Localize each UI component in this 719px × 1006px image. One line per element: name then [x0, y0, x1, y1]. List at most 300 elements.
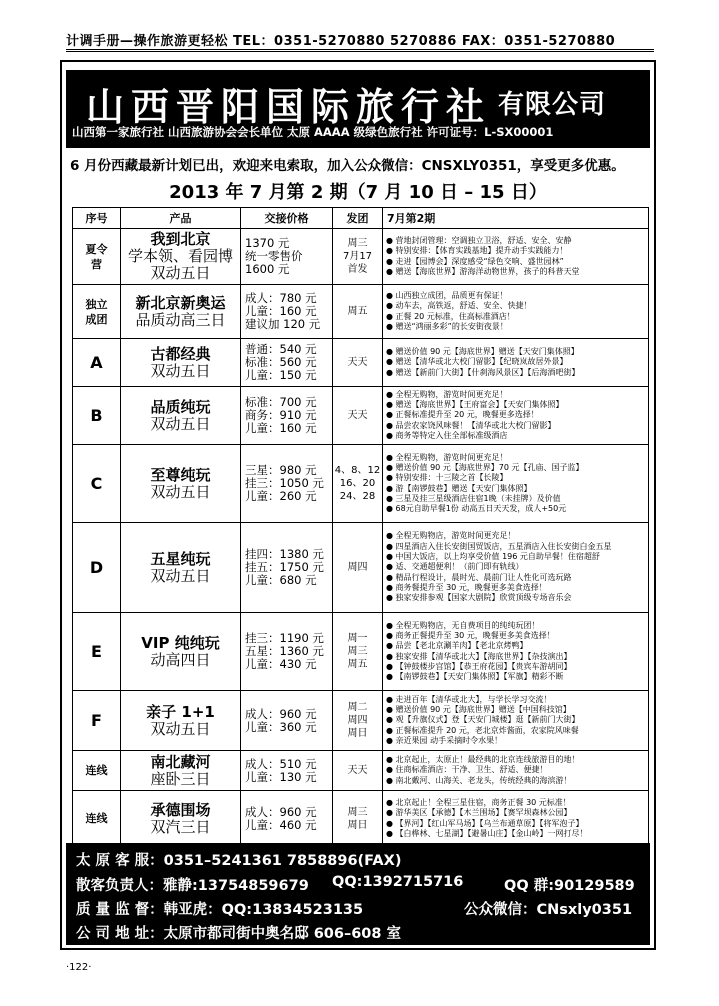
note-text: 全程无购物，游览时间更充足！ [395, 452, 508, 462]
product-line: 双动五日 [150, 482, 211, 501]
note-line [386, 798, 648, 808]
period-title: 2013 年 7 月第 2 期（7 月 10 日 – 15 日） [169, 182, 547, 203]
page-number: ·122· [66, 962, 92, 973]
note-line [386, 776, 648, 786]
depart-line: 周五 [347, 306, 368, 317]
row-price [241, 523, 333, 613]
row-product [121, 387, 241, 445]
note-line [386, 552, 648, 562]
bullet-icon: ● [386, 483, 396, 493]
note-line [386, 494, 648, 504]
bullet-icon: ● [386, 694, 396, 704]
price-line: 统一零售价 [245, 249, 303, 263]
price-line: 成人：510 元 [245, 756, 317, 771]
bullet-icon: ● [386, 493, 396, 503]
note-line [386, 236, 648, 246]
row-price [241, 229, 333, 285]
table-row [73, 613, 649, 691]
note-text: 赠送【海底世界】【王府富会】【天安门集体照】 [395, 400, 564, 410]
note-text: 全程无购物店，游览时间更充足！ [395, 531, 516, 541]
bullet-icon: ● [386, 765, 396, 775]
row-id-text: E [91, 642, 102, 661]
depart-line: 周四 [347, 715, 368, 726]
header-id: 序号 [73, 208, 121, 229]
product-line: 座卧三日 [150, 769, 211, 788]
note-text: 赠送价值 90 元【海底世界】赠送【天安门集体照】 [395, 347, 579, 357]
bullet-icon: ● [386, 755, 396, 765]
product-line: 古都经典 [150, 344, 211, 363]
price-line: 商务：910 元 [245, 408, 317, 422]
note-line [386, 641, 648, 651]
depart-line: 16、20 [339, 478, 376, 489]
bullet-icon: ● [386, 818, 396, 828]
price-line: 1370 元 [245, 236, 290, 250]
product-line: 承德围场 [150, 800, 211, 819]
table-row [73, 229, 649, 285]
bullet-icon: ● [386, 828, 396, 838]
note-text: 全程无购物店，无自费项目的纯纯玩团！ [395, 620, 540, 630]
product-line: 亲子 1+1 [146, 702, 215, 721]
row-depart [333, 791, 383, 847]
table-row [73, 751, 649, 791]
row-product [121, 691, 241, 751]
note-text: 中国大饭店，以上均享受价值 196 元自助早餐！住宿超舒 [395, 552, 600, 562]
price-line: 挂三：1190 元 [245, 631, 324, 645]
row-product [121, 285, 241, 339]
row-price [241, 445, 333, 523]
row-notes [383, 229, 649, 285]
note-line [386, 542, 648, 552]
note-line [386, 672, 648, 682]
note-line [386, 257, 648, 267]
manager-value: 雅静:13754859679 [163, 878, 309, 894]
depart-line: 周四 [347, 562, 368, 573]
bullet-icon: ● [386, 420, 396, 430]
note-text: 山西独立成团，品质更有保证！ [395, 290, 508, 300]
note-text: 正餐标准提升 20 元，老北京炸酱面，农家院风味餐 [395, 725, 579, 735]
row-product [121, 523, 241, 613]
bullet-icon: ● [386, 562, 396, 572]
depart-line: 周日 [347, 819, 368, 831]
row-id [73, 339, 121, 387]
note-line [386, 573, 648, 583]
contact-panel [66, 843, 650, 945]
note-line [386, 347, 648, 357]
note-line [386, 593, 648, 603]
address-value: 太原市都司街中奥名邸 606–608 室 [163, 926, 402, 942]
depart-line: 天天 [347, 357, 368, 368]
bullet-icon: ● [386, 410, 396, 420]
bullet-icon: ● [386, 256, 396, 266]
bullet-icon: ● [386, 715, 396, 725]
company-name: 山西晋阳国际旅行社 [86, 84, 492, 129]
product-line: 南北藏河 [150, 752, 211, 771]
note-line [386, 765, 648, 775]
note-line [386, 829, 648, 839]
product-line: 双动五日 [150, 264, 211, 282]
hotline-value: 0351–5241361 7858896(FAX) [163, 853, 402, 869]
bullet-icon: ● [386, 705, 396, 715]
price-line: 普通：540 元 [245, 342, 317, 356]
note-text: 北京起止！全程三星住宿，商务正餐 30 元标准！ [395, 797, 571, 807]
row-price [241, 387, 333, 445]
note-line [386, 662, 648, 672]
table-row [73, 339, 649, 387]
note-text: 四星酒店入住长安街国贸饭店，五星酒店入住长安街白金五星 [395, 541, 612, 551]
row-price [241, 613, 333, 691]
depart-line: 周三 [347, 238, 368, 249]
price-line: 成人：960 元 [245, 706, 317, 721]
product-line: 学本领、看园博 [127, 247, 233, 265]
row-product [121, 445, 241, 523]
bullet-icon: ● [386, 672, 396, 682]
note-text: 亲近果园 动手采摘时令水果！ [395, 735, 503, 745]
bullet-icon: ● [386, 246, 396, 256]
hotline-row [76, 849, 401, 870]
row-id-text: 连线 [85, 812, 108, 825]
row-depart [333, 751, 383, 791]
header-depart: 发团 [333, 208, 383, 229]
price-line: 挂三：1050 元 [245, 476, 324, 490]
row-price [241, 691, 333, 751]
note-text: 全程无购物，游览时间更充足！ [395, 389, 508, 399]
note-line [386, 400, 648, 410]
bullet-icon: ● [386, 735, 396, 745]
note-text: 品尝【老北京涮羊肉】【老北京烤鸭】 [395, 641, 528, 651]
price-line: 挂四：1380 元 [245, 547, 324, 561]
row-notes [383, 285, 649, 339]
depart-line: 7月17 [342, 251, 373, 262]
row-id [73, 285, 121, 339]
note-line [386, 726, 648, 736]
note-line [386, 431, 648, 441]
note-text: 赠送价值 90 元【海底世界】赠送【中国科技馆】 [395, 705, 571, 715]
row-id-text: B [90, 406, 103, 425]
row-depart [333, 445, 383, 523]
note-line [386, 736, 648, 746]
note-text: 营地封闭管理：空调独立卫浴，舒适、安全、安静 [395, 235, 572, 245]
note-text: 赠送价值 90 元【海底世界】70 元【孔庙、国子监】 [395, 462, 584, 472]
row-id-text: 夏令营 [85, 242, 108, 271]
note-line [386, 819, 648, 829]
company-banner [66, 70, 650, 148]
note-text: 北京起止，太原止！最经典的北京连线旅游目的地！ [395, 755, 580, 765]
note-line [386, 562, 648, 572]
row-notes [383, 523, 649, 613]
note-text: 品尝农家饶风味餐！【清华或北大校门留影】 [395, 420, 556, 430]
row-product [121, 613, 241, 691]
price-line: 挂五：1750 元 [245, 560, 324, 574]
depart-line: 天天 [347, 410, 368, 421]
bullet-icon: ● [386, 400, 396, 410]
row-id [73, 387, 121, 445]
row-id [73, 691, 121, 751]
price-line: 标准：560 元 [245, 355, 317, 369]
note-text: 特别安排：【体育实践基地】提升动手实践能力！ [395, 246, 568, 256]
bullet-icon: ● [386, 661, 396, 671]
price-line: 儿童：360 元 [245, 719, 317, 734]
price-line: 五星：1360 元 [245, 644, 324, 658]
note-line [386, 453, 648, 463]
row-id-text: 独立成团 [85, 297, 108, 326]
header-product: 产品 [121, 208, 241, 229]
note-text: 赠送【清华或北大校门留影】【纪晓岚故居外景】 [395, 357, 568, 367]
row-product [121, 791, 241, 847]
row-price [241, 791, 333, 847]
note-text: 三星及挂三星级酒店住宿1晚（未挂牌）及价值 [395, 493, 561, 503]
note-text: 商务正餐提升至 30 元，晚餐更多美食选择！ [395, 630, 555, 640]
depart-line: 周五 [347, 659, 368, 670]
note-line [386, 621, 648, 631]
note-line [386, 291, 648, 301]
product-line: 双动五日 [150, 719, 211, 738]
bullet-icon: ● [386, 641, 396, 651]
note-line [386, 652, 648, 662]
row-price [241, 339, 333, 387]
announcement: 6 月份西藏最新计划已出，欢迎来电索取，加入公众微信：CNSXLY0351，享受更多优惠。 [70, 158, 625, 174]
note-line [386, 583, 648, 593]
note-text: 68元自助早餐1份 动高五日天天发，成人+50元 [395, 504, 567, 514]
note-text: 正餐标准提升至 20 元，晚餐更多选择！ [395, 410, 539, 420]
note-text: 走进百年【清华或北大】，与学长学习交流！ [395, 694, 552, 704]
row-id-text: A [90, 353, 103, 372]
header-price: 交接价格 [241, 208, 333, 229]
qq-group-value: QQ 群:90129589 [504, 878, 635, 894]
note-line [386, 504, 648, 514]
note-line [386, 695, 648, 705]
product-line: 双动五日 [150, 361, 211, 380]
row-id [73, 751, 121, 791]
note-text: 商务等特定入住全部标准级酒店 [395, 430, 508, 440]
row-depart [333, 691, 383, 751]
depart-line: 周日 [347, 728, 368, 739]
bullet-icon: ● [386, 582, 396, 592]
bullet-icon: ● [386, 235, 396, 245]
note-line [386, 463, 648, 473]
company-name-suffix: 有限公司 [498, 90, 607, 120]
note-line [386, 267, 648, 277]
note-line [386, 410, 648, 420]
bullet-icon: ● [386, 357, 396, 367]
bullet-icon: ● [386, 552, 396, 562]
bullet-icon: ● [386, 593, 396, 603]
note-text: 动车去，高铁返，舒适、安全、快捷！ [395, 301, 532, 311]
note-line [386, 531, 648, 541]
note-text: 走进【园博会】深度感受“绿色交响、盛世园林” [395, 256, 564, 266]
note-line [386, 808, 648, 818]
row-depart [333, 285, 383, 339]
row-product [121, 339, 241, 387]
table-header-row [73, 208, 649, 229]
depart-line: 周三 [347, 646, 368, 657]
bullet-icon: ● [386, 651, 396, 661]
note-text: 独家安排参观【国家大剧院】欣赏顶级专场音乐会 [395, 593, 572, 603]
bullet-icon: ● [386, 572, 396, 582]
bullet-icon: ● [386, 541, 396, 551]
row-product [121, 751, 241, 791]
bullet-icon: ● [386, 311, 396, 321]
row-id-text: 连线 [85, 764, 108, 777]
quality-label: 质 量 监 督： [76, 902, 164, 918]
header-notes: 7月第2期 [383, 208, 649, 229]
qq-value: QQ:1392715716 [332, 874, 464, 890]
bullet-icon: ● [386, 266, 396, 276]
note-text: 游华美区【承德】【木兰围场】【赛罕坝森林公园】 [395, 808, 572, 818]
note-line [386, 301, 648, 311]
bullet-icon: ● [386, 301, 396, 311]
price-line: 儿童：260 元 [245, 489, 317, 503]
bullet-icon: ● [386, 797, 396, 807]
note-line [386, 484, 648, 494]
note-text: 赠送【新前门大街】【什刹海风景区】【后海酒吧街】 [395, 367, 580, 377]
note-text: 【白桦林、七星湖】【避暑山庄】【金山岭】一网打尽！ [395, 828, 588, 838]
row-price [241, 285, 333, 339]
depart-line: 周二 [347, 702, 368, 713]
table-row [73, 285, 649, 339]
product-line: 我到北京 [150, 230, 211, 248]
bullet-icon: ● [386, 620, 396, 630]
note-line [386, 322, 648, 332]
note-line [386, 390, 648, 400]
product-line: 品质动高三日 [135, 310, 226, 329]
note-text: 商务餐提升至 30 元，晚餐更多美食选择！ [395, 582, 547, 592]
note-line [386, 705, 648, 715]
note-text: 精品行程设计，晨时光、晨前门让人性化可选玩路 [395, 572, 572, 582]
product-line: 品质纯玩 [150, 397, 211, 416]
depart-line: 首发 [347, 264, 368, 275]
table-row [73, 387, 649, 445]
bullet-icon: ● [386, 531, 396, 541]
note-line [386, 357, 648, 367]
row-depart [333, 387, 383, 445]
price-line: 儿童：460 元 [245, 817, 317, 832]
table-row [73, 523, 649, 613]
tour-table [72, 207, 649, 847]
note-text: 赠送【海底世界】游海洋动物世界，孩子的科普天堂 [395, 266, 580, 276]
note-line [386, 473, 648, 483]
row-price [241, 751, 333, 791]
note-text: 游【南锣鼓巷】赠送【天安门集体照】 [395, 483, 532, 493]
row-id [73, 229, 121, 285]
bullet-icon: ● [386, 775, 396, 785]
note-text: 独家安排【清华或北大】【海底世界】【杂技演出】 [395, 651, 572, 661]
bullet-icon: ● [386, 725, 396, 735]
note-text: 南北戴河、山海关、老龙头，传统经典的海滨游！ [395, 775, 572, 785]
row-notes [383, 751, 649, 791]
table-row [73, 791, 649, 847]
depart-line: 天天 [347, 765, 368, 776]
price-line: 成人：780 元 [245, 291, 317, 305]
row-depart [333, 339, 383, 387]
header-line: 计调手册—操作旅游更轻松 TEL：0351-5270880 5270886 FAX：0351-5270880 [66, 30, 654, 50]
row-notes [383, 613, 649, 691]
hotline-label: 太 原 客 服： [76, 853, 164, 869]
product-line: 动高四日 [150, 650, 211, 669]
bullet-icon: ● [386, 347, 396, 357]
note-text: 适、交通超便利！（前门即有轨线） [395, 562, 524, 572]
row-id-text: D [89, 558, 104, 577]
row-id [73, 523, 121, 613]
row-id [73, 613, 121, 691]
bullet-icon: ● [386, 452, 396, 462]
product-line: 新北京新奥运 [135, 293, 226, 312]
price-line: 三星：980 元 [245, 463, 317, 477]
row-depart [333, 523, 383, 613]
note-text: 观【升旗仪式】登【天安门城楼】逛【新前门大街】 [395, 715, 580, 725]
price-line: 儿童：160 元 [245, 304, 317, 318]
company-subtitle: 山西第一家旅行社 山西旅游协会会长单位 太原 AAAA 级绿色旅行社 许可证号：L-SX00001 [72, 125, 554, 139]
note-text: 【钟鼓楼步宫馆】【恭王府花园】【贵宾车游胡同】 [395, 661, 572, 671]
row-notes [383, 791, 649, 847]
row-notes [383, 339, 649, 387]
price-line: 儿童：160 元 [245, 421, 317, 435]
price-line: 儿童：150 元 [245, 368, 317, 382]
bullet-icon: ● [386, 430, 396, 440]
table-row [73, 445, 649, 523]
note-line [386, 755, 648, 765]
price-line: 成人：960 元 [245, 804, 317, 819]
bullet-icon: ● [386, 367, 396, 377]
depart-line: 周三 [347, 806, 368, 818]
address-row [76, 922, 401, 943]
price-line: 1600 元 [245, 262, 290, 276]
note-text: 特别安排：十三陵之首【长陵】 [395, 473, 508, 483]
table-row [73, 691, 649, 751]
price-line: 儿童：430 元 [245, 657, 317, 671]
depart-line: 24、28 [339, 491, 376, 502]
row-depart [333, 229, 383, 285]
note-text: 住商标准酒店：干净、卫生、舒适、便捷！ [395, 765, 548, 775]
note-line [386, 631, 648, 641]
note-line [386, 312, 648, 322]
note-text: 正餐 20 元标准，住高标准酒店！ [395, 311, 515, 321]
row-notes [383, 387, 649, 445]
wechat-value: 公众微信：CNsxly0351 [464, 902, 633, 918]
bullet-icon: ● [386, 808, 396, 818]
row-id [73, 791, 121, 847]
row-id-text: C [90, 474, 103, 493]
row-id [73, 445, 121, 523]
note-line [386, 368, 648, 378]
depart-line: 4、8、12 [334, 465, 381, 476]
product-line: VIP 纯纯玩 [141, 633, 220, 652]
price-line: 儿童：130 元 [245, 769, 317, 784]
bullet-icon: ● [386, 630, 396, 640]
bullet-icon: ● [386, 389, 396, 399]
product-line: 双动五日 [150, 414, 211, 433]
product-line: 双汽三日 [150, 817, 211, 836]
row-product [121, 229, 241, 285]
price-line: 建议加 120 元 [245, 317, 321, 331]
note-line [386, 715, 648, 725]
bullet-icon: ● [386, 462, 396, 472]
row-depart [333, 613, 383, 691]
note-text: 【南锣鼓巷】【天安门集体照】【军旗】精彩不断 [395, 672, 564, 682]
note-line [386, 421, 648, 431]
manager-label: 散客负责人： [76, 878, 163, 894]
note-text: 赠送“鸿丽多彩”的长安街夜景！ [395, 321, 508, 331]
product-line: 五星纯玩 [150, 549, 211, 568]
bullet-icon: ● [386, 473, 396, 483]
price-line: 标准：700 元 [245, 395, 317, 409]
product-line: 双动五日 [150, 566, 211, 585]
bullet-icon: ● [386, 504, 396, 514]
quality-row [76, 898, 363, 919]
note-line [386, 246, 648, 256]
quality-value: 韩亚虎：QQ:13834523135 [163, 902, 364, 918]
row-id-text: F [91, 711, 102, 730]
row-notes [383, 445, 649, 523]
